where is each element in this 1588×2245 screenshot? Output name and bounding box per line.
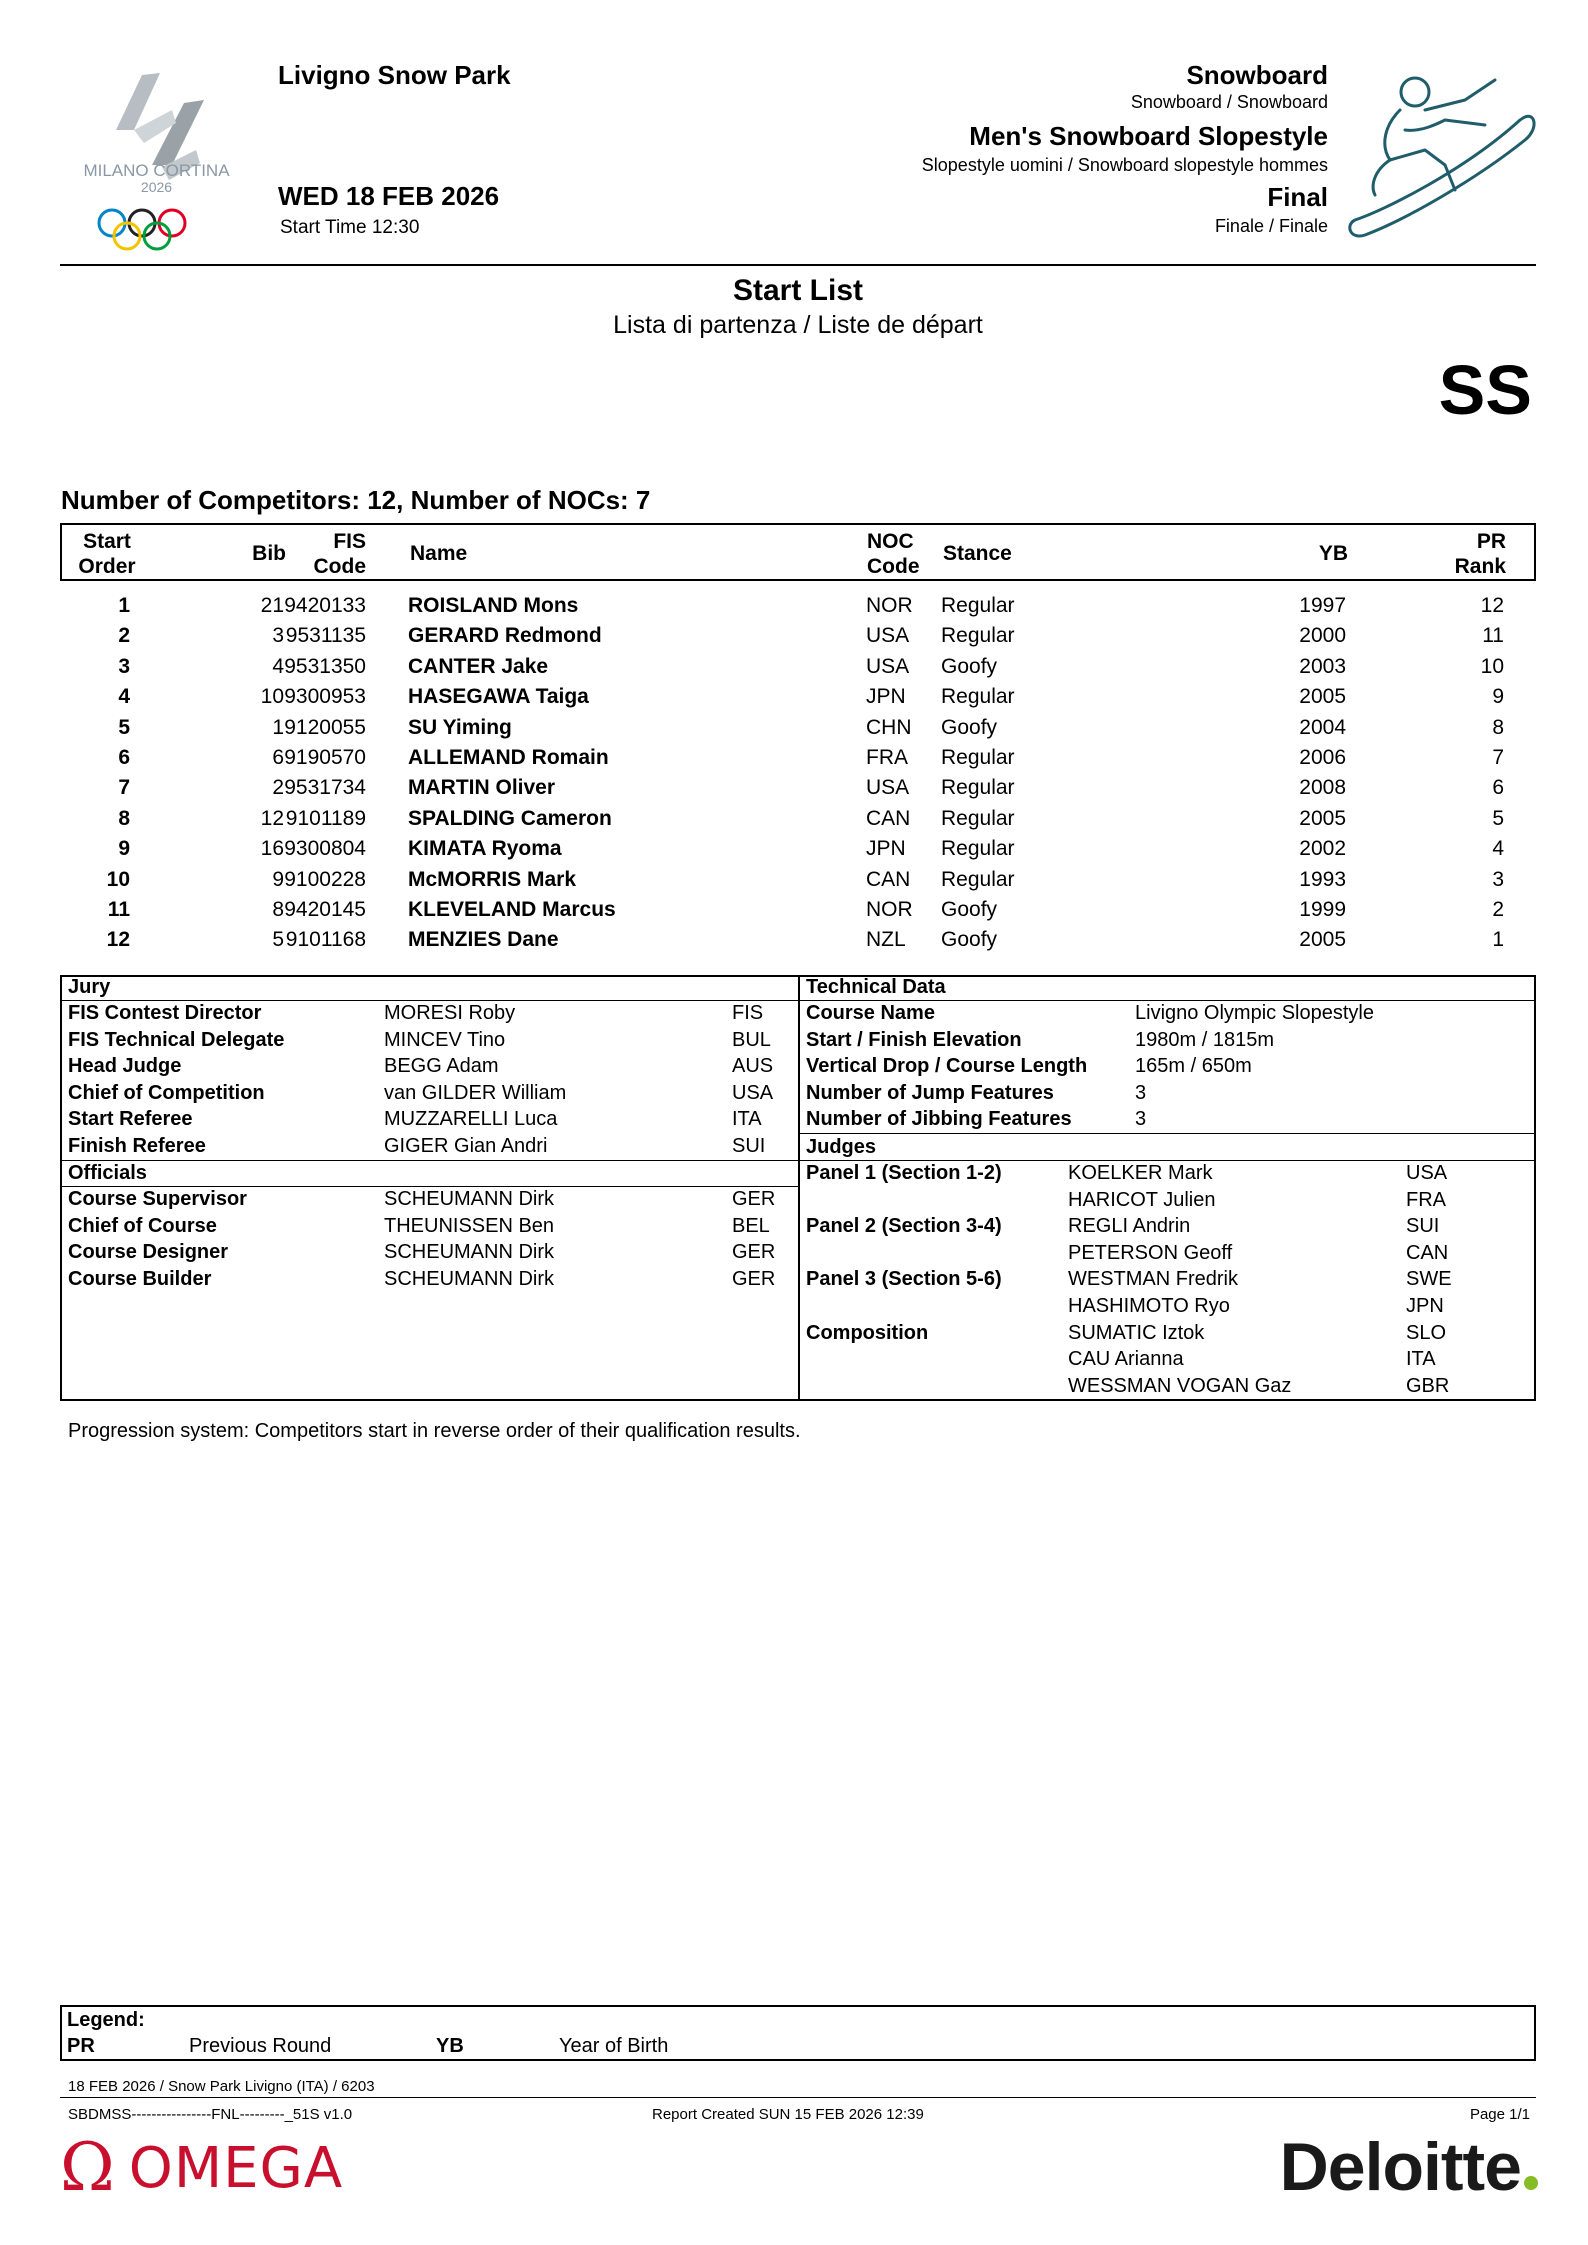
pr-rank-cell: 10: [1480, 654, 1504, 678]
official-name: SCHEUMANN Dirk: [384, 1267, 554, 1290]
official-noc: BEL: [732, 1214, 770, 1237]
header-name: Name: [410, 542, 468, 565]
footer-location: 18 FEB 2026 / Snow Park Livigno (ITA) / 6203: [68, 2078, 375, 2095]
header-fis-line2: Code: [313, 555, 366, 578]
fis-code-cell: 9101168: [285, 928, 366, 952]
judge-name: PETERSON Geoff: [1068, 1241, 1233, 1264]
technical-data-title: Technical Data: [806, 976, 946, 998]
start-order-cell: 2: [118, 624, 130, 648]
official-noc: GER: [732, 1188, 776, 1210]
stance-cell: Goofy: [941, 654, 998, 678]
official-name: GIGER Gian Andri: [384, 1135, 548, 1157]
noc-cell: USA: [866, 654, 910, 678]
year-of-birth-cell: 2002: [1299, 837, 1346, 861]
athlete-name-cell: ROISLAND Mons: [408, 594, 579, 617]
fis-code-cell: 9300804: [284, 837, 366, 861]
official-name: THEUNISSEN Ben: [384, 1214, 555, 1237]
judge-name: KOELKER Mark: [1068, 1162, 1213, 1184]
phase-subtitle: Finale / Finale: [1214, 216, 1328, 236]
judge-noc: FRA: [1406, 1188, 1446, 1211]
deloitte-wordmark: Deloitte: [1279, 2129, 1521, 2205]
phase-name: Final: [1267, 182, 1328, 212]
pr-rank-cell: 11: [1482, 624, 1504, 648]
header-fis-line1: FIS: [333, 530, 366, 553]
bib-cell: 16: [260, 837, 284, 861]
official-name: MINCEV Tino: [384, 1028, 506, 1051]
header-noc-line1: NOC: [867, 530, 914, 553]
header-start-order: [62, 529, 152, 579]
stance-cell: Regular: [941, 806, 1015, 830]
year-of-birth-cell: 2004: [1299, 715, 1346, 739]
legend-text-pr: Previous Round: [189, 2035, 332, 2057]
technical-label: Start / Finish Elevation: [806, 1028, 1022, 1051]
pr-rank-cell: 5: [1492, 806, 1504, 830]
athlete-name-cell: SPALDING Cameron: [408, 806, 612, 830]
table-row: [60, 837, 1536, 867]
omega-logo: [60, 2129, 344, 2206]
start-order-cell: 9: [118, 837, 130, 861]
start-order-cell: 4: [118, 685, 130, 709]
official-role: Course Builder: [68, 1267, 212, 1290]
bib-cell: 3: [272, 624, 284, 648]
official-noc: ITA: [732, 1108, 762, 1131]
table-row: [60, 624, 1536, 654]
table-row: [60, 807, 1536, 837]
technical-label: Number of Jump Features: [806, 1081, 1054, 1104]
athlete-name-cell: MARTIN Oliver: [408, 776, 556, 800]
noc-cell: CAN: [866, 867, 911, 891]
bib-cell: 4: [272, 654, 284, 678]
start-order-cell: 8: [118, 806, 130, 830]
start-order-cell: 3: [118, 654, 130, 678]
header-fis-code: [288, 529, 366, 579]
judge-name: WESSMAN VOGAN Gaz: [1068, 1374, 1292, 1397]
year-of-birth-cell: 1997: [1299, 594, 1346, 617]
judge-panel: Panel 2 (Section 3-4): [806, 1215, 1002, 1238]
judge-noc: SWE: [1406, 1268, 1452, 1291]
judge-name: WESTMAN Fredrik: [1068, 1268, 1238, 1291]
athlete-name-cell: GERARD Redmond: [408, 624, 602, 648]
competitors-summary: Number of Competitors: 12, Number of NOCs: 7: [61, 485, 651, 515]
year-of-birth-cell: 2000: [1299, 624, 1346, 648]
judge-noc: GBR: [1406, 1374, 1450, 1397]
noc-cell: USA: [866, 776, 910, 800]
header-start-order-line2: Order: [78, 555, 136, 578]
progression-note: Progression system: Competitors start in reverse order of their qualification results.: [68, 1420, 801, 1442]
year-of-birth-cell: 2006: [1299, 746, 1346, 769]
pr-rank-cell: 3: [1492, 867, 1504, 891]
judge-name: SUMATIC Iztok: [1068, 1321, 1205, 1344]
technical-bottom-divider: [800, 1133, 1534, 1134]
event-date: WED 18 FEB 2026: [278, 181, 500, 211]
header-start-order-line1: Start: [83, 530, 131, 553]
footer-code: SBDMSS----------------FNL---------_51S v1.0: [68, 2106, 353, 2123]
official-name: SCHEUMANN Dirk: [384, 1241, 554, 1264]
official-name: van GILDER William: [384, 1081, 567, 1104]
document-subtitle: Lista di partenza / Liste de départ: [613, 311, 983, 339]
official-role: Chief of Course: [68, 1214, 217, 1237]
fis-code-cell: 9190570: [284, 746, 366, 769]
discipline-code: SS: [1438, 351, 1532, 429]
official-noc: SUI: [732, 1135, 766, 1157]
noc-cell: NOR: [866, 594, 913, 617]
venue: Livigno Snow Park: [278, 60, 511, 90]
judge-name: HARICOT Julien: [1068, 1188, 1216, 1211]
header-bib: Bib: [252, 542, 286, 565]
table-row: [60, 746, 1536, 776]
official-role: Course Designer: [68, 1241, 229, 1264]
judge-name: REGLI Andrin: [1068, 1215, 1191, 1238]
technical-value: 1980m / 1815m: [1135, 1028, 1274, 1051]
stance-cell: Goofy: [941, 898, 998, 921]
official-noc: AUS: [732, 1055, 774, 1078]
pr-rank-cell: 4: [1492, 837, 1504, 861]
table-row: [60, 685, 1536, 715]
official-role: FIS Technical Delegate: [68, 1028, 285, 1051]
header-noc-code: [867, 529, 920, 579]
games-logo: [64, 55, 249, 255]
sport-subtitle: Snowboard / Snowboard: [1130, 92, 1328, 112]
athlete-name-cell: ALLEMAND Romain: [408, 746, 609, 769]
official-name: SCHEUMANN Dirk: [384, 1188, 554, 1210]
stance-cell: Regular: [941, 685, 1015, 709]
year-of-birth-cell: 1999: [1299, 898, 1346, 921]
document-title: Start List: [732, 274, 864, 307]
official-noc: GER: [732, 1267, 776, 1290]
games-logo-year: 2026: [140, 179, 173, 195]
stance-cell: Goofy: [941, 715, 998, 739]
pr-rank-cell: 6: [1492, 776, 1504, 800]
stance-cell: Regular: [941, 837, 1015, 861]
technical-label: Number of Jibbing Features: [806, 1108, 1072, 1131]
table-row: [60, 776, 1536, 806]
bib-cell: 10: [260, 685, 284, 709]
technical-label: Vertical Drop / Course Length: [806, 1055, 1088, 1078]
official-role: FIS Contest Director: [68, 1002, 262, 1024]
athlete-name-cell: SU Yiming: [408, 715, 512, 739]
jury-title: Jury: [68, 976, 111, 998]
footer-page: Page 1/1: [1469, 2106, 1530, 2123]
judge-noc: CAN: [1406, 1241, 1449, 1264]
judge-noc: ITA: [1406, 1348, 1436, 1371]
pr-rank-cell: 1: [1492, 928, 1504, 952]
year-of-birth-cell: 2008: [1299, 776, 1346, 800]
bib-cell: 1: [272, 715, 284, 739]
official-name: BEGG Adam: [384, 1055, 499, 1078]
start-order-cell: 1: [118, 594, 130, 617]
pr-rank-cell: 2: [1492, 898, 1504, 921]
table-row: [60, 594, 1536, 624]
athlete-name-cell: MENZIES Dane: [408, 928, 559, 952]
header-pr-line2: Rank: [1454, 555, 1506, 578]
header-stance: Stance: [943, 542, 1012, 565]
deloitte-logo: [1279, 2128, 1538, 2205]
noc-cell: NZL: [866, 928, 906, 952]
bib-cell: 9: [272, 867, 284, 891]
fis-code-cell: 9420145: [284, 898, 366, 921]
technical-value: Livigno Olympic Slopestyle: [1135, 1002, 1374, 1024]
judge-noc: SLO: [1406, 1321, 1447, 1344]
legend-text-yb: Year of Birth: [559, 2035, 669, 2057]
official-role: Course Supervisor: [68, 1188, 247, 1210]
sport-name: Snowboard: [1186, 60, 1328, 90]
year-of-birth-cell: 2005: [1299, 806, 1346, 830]
start-order-cell: 6: [118, 746, 130, 769]
judge-noc: SUI: [1406, 1215, 1440, 1238]
start-time: Start Time 12:30: [280, 217, 420, 238]
judge-name: CAU Arianna: [1068, 1348, 1184, 1371]
fis-code-cell: 9531135: [285, 624, 366, 648]
official-noc: GER: [732, 1241, 776, 1264]
footer-divider: [60, 2097, 1536, 2098]
athlete-name-cell: McMORRIS Mark: [408, 867, 577, 891]
official-role: Head Judge: [68, 1055, 182, 1078]
pr-rank-cell: 7: [1492, 746, 1504, 769]
judge-noc: USA: [1406, 1162, 1448, 1184]
table-row: [60, 868, 1536, 898]
header-pr-line1: PR: [1476, 530, 1506, 553]
bib-cell: 8: [272, 898, 284, 921]
stance-cell: Regular: [941, 594, 1015, 617]
stance-cell: Regular: [941, 746, 1015, 769]
noc-cell: JPN: [866, 837, 906, 861]
omega-wordmark: OMEGA: [128, 2135, 344, 2201]
bib-cell: 6: [272, 746, 284, 769]
noc-cell: CHN: [866, 715, 912, 739]
bib-cell: 12: [260, 806, 284, 830]
event-subtitle: Slopestyle uomini / Snowboard slopestyle hommes: [921, 155, 1328, 175]
table-row: [60, 655, 1536, 685]
jury-bottom-divider: [62, 1160, 798, 1161]
technical-value: 3: [1135, 1108, 1147, 1131]
deloitte-dot-icon: [1524, 2176, 1538, 2190]
official-role: Start Referee: [68, 1108, 193, 1131]
omega-symbol-icon: Ω: [60, 2129, 115, 2206]
judge-panel: Composition: [806, 1321, 929, 1344]
judge-panel: Panel 3 (Section 5-6): [806, 1268, 1002, 1291]
official-role: Finish Referee: [68, 1135, 206, 1157]
year-of-birth-cell: 2005: [1299, 928, 1346, 952]
fis-code-cell: 9101189: [285, 806, 366, 830]
athlete-name-cell: KIMATA Ryoma: [408, 837, 562, 861]
bib-cell: 2: [272, 776, 284, 800]
official-noc: BUL: [732, 1028, 771, 1051]
judges-title: Judges: [806, 1136, 877, 1158]
table-row: [60, 928, 1536, 958]
fis-code-cell: 9100228: [284, 867, 366, 891]
technical-label: Course Name: [806, 1002, 935, 1024]
year-of-birth-cell: 2003: [1299, 654, 1346, 678]
start-order-cell: 7: [118, 776, 130, 800]
legend-box: [60, 2005, 1536, 2061]
athlete-name-cell: HASEGAWA Taiga: [408, 685, 589, 709]
legend-title: Legend:: [67, 2009, 145, 2031]
bib-cell: 5: [272, 928, 284, 952]
legend-abbr-pr: PR: [67, 2035, 95, 2057]
stance-cell: Regular: [941, 624, 1015, 648]
noc-cell: CAN: [866, 806, 911, 830]
pr-rank-cell: 12: [1480, 594, 1504, 617]
fis-code-cell: 9420133: [284, 594, 366, 617]
official-name: MUZZARELLI Luca: [384, 1108, 558, 1131]
technical-value: 165m / 650m: [1135, 1055, 1252, 1078]
year-of-birth-cell: 1993: [1299, 867, 1346, 891]
legend-abbr-yb: YB: [436, 2035, 464, 2057]
judge-name: HASHIMOTO Ryo: [1068, 1295, 1230, 1317]
bib-cell: 21: [260, 594, 284, 617]
start-order-cell: 5: [118, 715, 130, 739]
start-order-cell: 10: [106, 867, 130, 891]
noc-cell: USA: [866, 624, 910, 648]
pr-rank-cell: 9: [1492, 685, 1504, 709]
header-pr-rank: [1442, 529, 1506, 579]
officials-title: Officials: [68, 1162, 147, 1184]
header-divider: [60, 264, 1536, 266]
start-order-cell: 11: [107, 898, 130, 921]
fis-code-cell: 9531350: [284, 654, 366, 678]
table-row: [60, 898, 1536, 928]
fis-code-cell: 9120055: [284, 715, 366, 739]
start-list-header: [60, 523, 1536, 581]
fis-code-cell: 9300953: [284, 685, 366, 709]
start-order-cell: 12: [106, 928, 130, 952]
official-name: MORESI Roby: [384, 1002, 516, 1024]
stance-cell: Regular: [941, 776, 1015, 800]
event-name: Men's Snowboard Slopestyle: [969, 121, 1328, 151]
games-logo-text: MILANO CORTINA: [83, 161, 230, 180]
athlete-name-cell: CANTER Jake: [408, 654, 549, 678]
stance-cell: Regular: [941, 867, 1015, 891]
footer-report-created: Report Created SUN 15 FEB 2026 12:39: [652, 2106, 924, 2123]
header-noc-line2: Code: [867, 555, 920, 578]
official-noc: FIS: [732, 1002, 764, 1024]
official-noc: USA: [732, 1081, 774, 1104]
judge-noc: JPN: [1406, 1295, 1444, 1317]
fis-code-cell: 9531734: [284, 776, 366, 800]
stance-cell: Goofy: [941, 928, 998, 952]
noc-cell: NOR: [866, 898, 913, 921]
snowboard-pictogram-icon: [1345, 70, 1540, 240]
year-of-birth-cell: 2005: [1299, 685, 1346, 709]
table-row: [60, 716, 1536, 746]
judge-panel: Panel 1 (Section 1-2): [806, 1162, 1002, 1184]
official-role: Chief of Competition: [68, 1081, 265, 1104]
noc-cell: JPN: [866, 685, 906, 709]
technical-value: 3: [1135, 1081, 1147, 1104]
header-yb: YB: [1318, 542, 1348, 565]
noc-cell: FRA: [866, 746, 908, 769]
pr-rank-cell: 8: [1492, 715, 1504, 739]
athlete-name-cell: KLEVELAND Marcus: [408, 898, 616, 921]
